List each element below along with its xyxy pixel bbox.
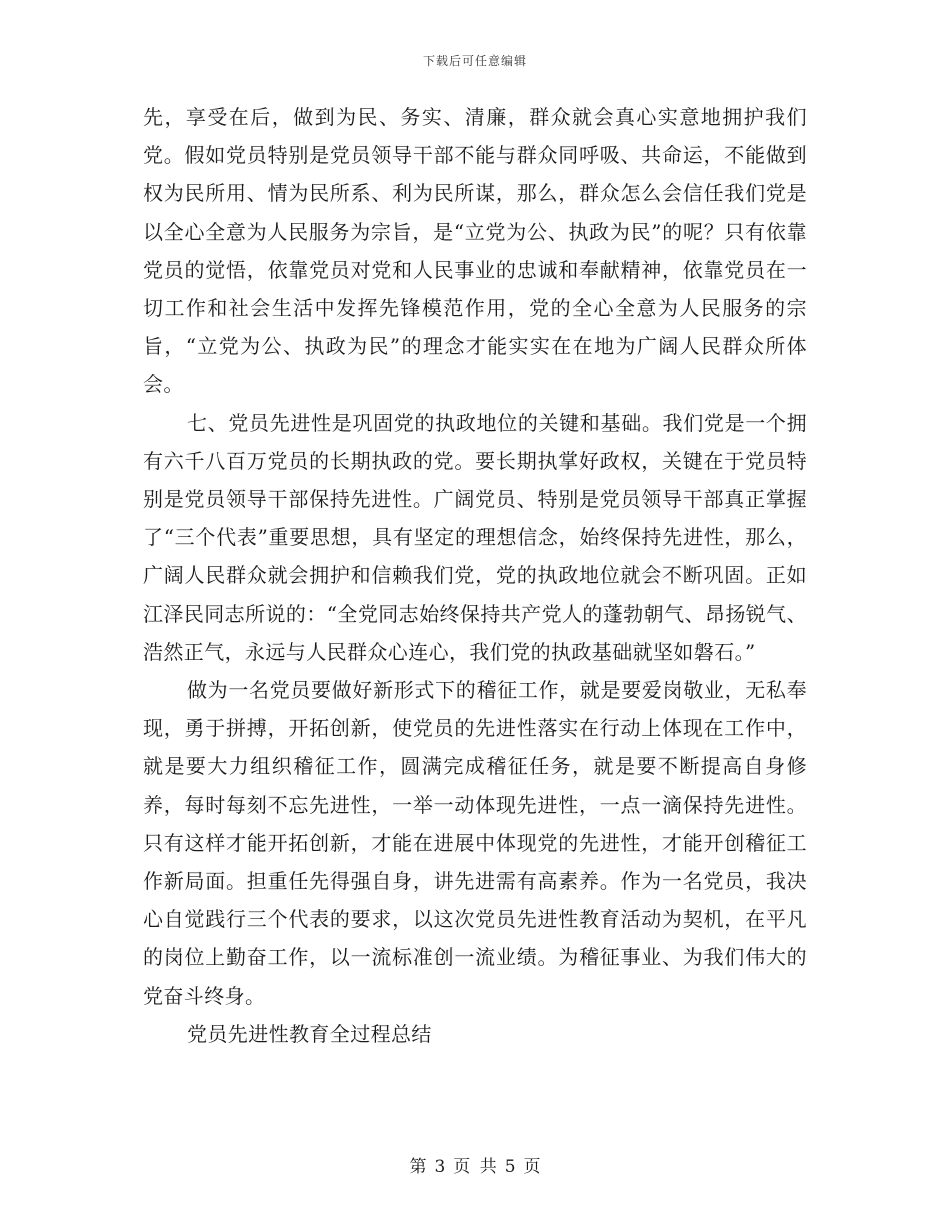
section-heading: 党员先进性教育全过程总结 — [187, 1021, 432, 1046]
page-number-middle: 页 共 — [453, 1157, 497, 1177]
paragraph-2: 七、党员先进性是巩固党的执政地位的关键和基础。我们党是一个拥有六千八百万党员的长期执政的党。要长期执掌好政权，关键在于党员特别是党员领导干部保持先进性。广阔党员、特别是党员领导干部真正掌握了“三个代表”重要思想，具有坚定的理想信念，始终保持先进性，那么，广阔人民群众就会拥护和信赖我们党，党的执政地位就会不断巩固。正如江泽民同志所说的：“全党同志始终保持共产党人的蓬勃朝气、昂扬锐气、浩然正气，永远与人民群众心连心，我们党的执政基础就坚如磐石。” — [143, 410, 807, 664]
current-page-number: 3 — [434, 1157, 446, 1177]
document-body — [143, 98, 807, 1053]
total-page-count: 5 — [504, 1157, 516, 1177]
page-number-suffix: 页 — [523, 1157, 541, 1177]
page-number — [0, 1152, 950, 1177]
page-number-prefix: 第 — [409, 1157, 427, 1177]
paragraph-1: 先，享受在后，做到为民、务实、清廉，群众就会真心实意地拥护我们党。假如党员特别是党员领导干部不能与群众同呼吸、共命运，不能做到权为民所用、情为民所系、利为民所谋，那么，群众怎么会信任我们党是以全心全意为人民服务为宗旨，是“立党为公、执政为民”的呢？只有依靠党员的觉悟，依靠党员对党和人民事业的忠诚和奉献精神，依靠党员在一切工作和社会生活中发挥先锋模范作用，党的全心全意为人民服务的宗旨，“立党为公、执政为民”的理念才能实实在在地为广阔人民群众所体会。 — [143, 105, 807, 397]
page-header: 下载后可任意编辑 — [422, 54, 527, 68]
paragraph-3: 做为一名党员要做好新形式下的稽征工作，就是要爱岗敬业，无私奉现，勇于拼搏，开拓创新，使党员的先进性落实在行动上体现在工作中，就是要大力组织稽征工作，圆满完成稽征任务，就是要不断提高自身修养，每时每刻不忘先进性，一举一动体现先进性，一点一滴保持先进性。只有这样才能开拓创新，才能在进展中体现党的先进性，才能开创稽征工作新局面。担重任先得强自身，讲先进需有高素养。作为一名党员，我决心自觉践行三个代表的要求，以这次党员先进性教育活动为契机，在平凡的岗位上勤奋工作，以一流标准创一流业绩。为稽征事业、为我们伟大的党奋斗终身。 — [143, 678, 807, 1008]
